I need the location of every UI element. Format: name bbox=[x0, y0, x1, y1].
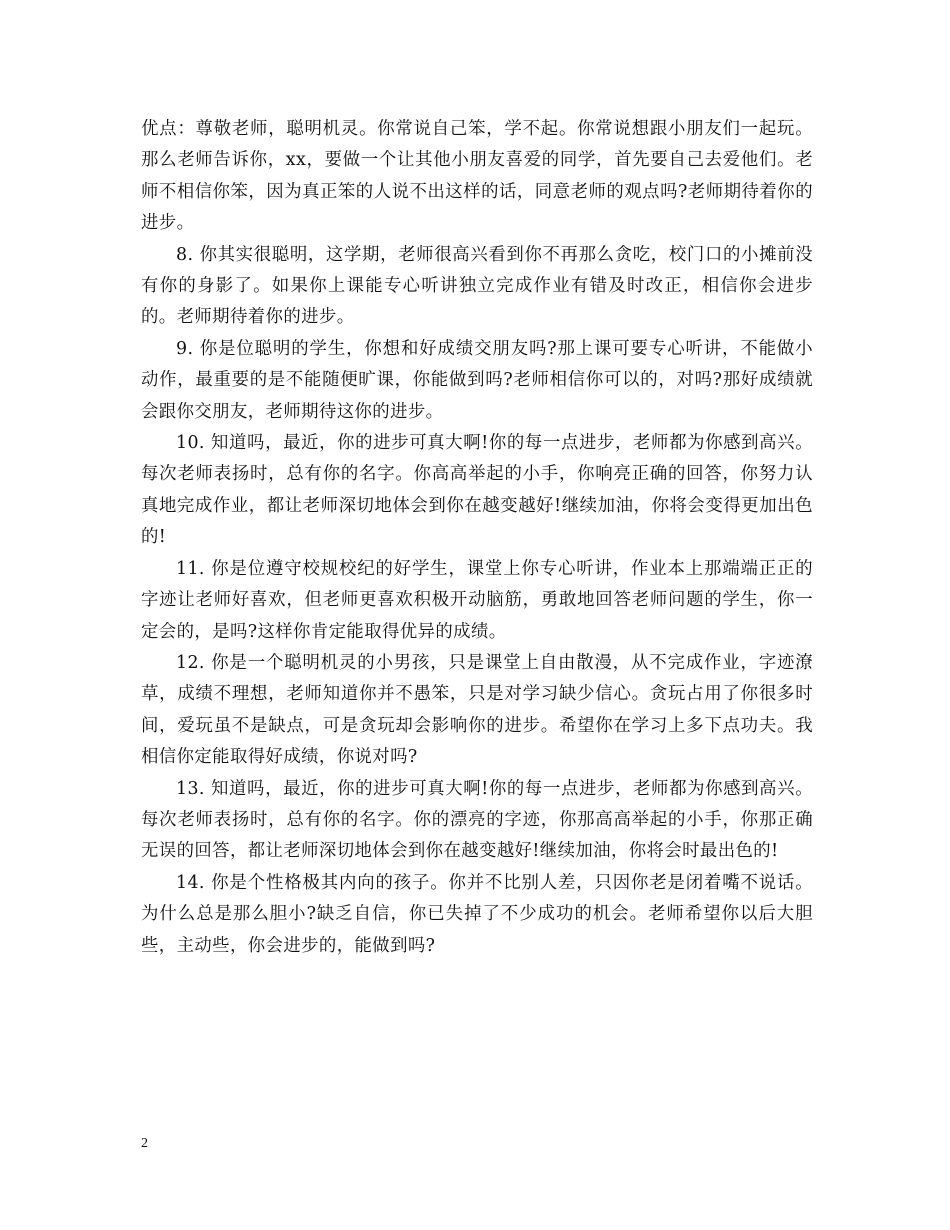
paragraph-item-9: 9. 你是位聪明的学生，你想和好成绩交朋友吗?那上课可要专心听讲，不能做小动作，最重要的是不能随便旷课，你能做到吗?老师相信你可以的，对吗?那好成绩就会跟你交朋友，老师期待这你的进步。 bbox=[141, 338, 813, 422]
paragraph-continued: 优点：尊敬老师，聪明机灵。你常说自己笨，学不起。你常说想跟小朋友们一起玩。那么老师告诉你，xx，要做一个让其他小朋友喜爱的同学，首先要自己去爱他们。老师不相信你笨，因为真正笨的人说不出这样的话，同意老师的观点吗?老师期待着你的进步。 bbox=[141, 119, 813, 234]
paragraph-item-14: 14. 你是个性格极其内向的孩子。你并不比别人差，只因你老是闭着嘴不说话。为什么总是那么胆小?缺乏自信，你已失掉了不少成功的机会。老师希望你以后大胆些，主动些，你会进步的，能做到吗? bbox=[141, 872, 813, 956]
paragraph-item-12: 12. 你是一个聪明机灵的小男孩，只是课堂上自由散漫，从不完成作业，字迹潦草，成绩不理想，老师知道你并不愚笨，只是对学习缺少信心。贪玩占用了你很多时间，爱玩虽不是缺点，可是贪玩却会影响你的进步。希望你在学习上多下点功夫。我相信你定能取得好成绩，你说对吗? bbox=[141, 652, 813, 768]
page-number: 2 bbox=[141, 1136, 148, 1151]
paragraph-item-10: 10. 知道吗，最近，你的进步可真大啊!你的每一点进步，老师都为你感到高兴。每次老师表扬时，总有你的名字。你高高举起的小手，你响亮正确的回答，你努力认真地完成作业，都让老师深切地体会到你在越变越好!继续加油，你将会变得更加出色的! bbox=[141, 433, 813, 548]
paragraph-item-13: 13. 知道吗，最近，你的进步可真大啊!你的每一点进步，老师都为你感到高兴。每次老师表扬时，总有你的名字。你的漂亮的字迹，你那高高举起的小手，你那正确无误的回答，都让老师深切地体会到你在越变越好!继续加油，你将会时最出色的! bbox=[141, 778, 813, 862]
paragraph-item-11: 11. 你是位遵守校规校纪的好学生，课堂上你专心听讲，作业本上那端端正正的字迹让老师好喜欢，但老师更喜欢积极开动脑筋，勇敢地回答老师问题的学生，你一定会的，是吗?这样你肯定能取得优异的成绩。 bbox=[141, 558, 813, 642]
page-body bbox=[141, 114, 813, 962]
paragraph-item-8: 8. 你其实很聪明，这学期，老师很高兴看到你不再那么贪吃，校门口的小摊前没有你的身影了。如果你上课能专心听讲独立完成作业有错及时改正，相信你会进步的。老师期待着你的进步。 bbox=[141, 244, 813, 328]
